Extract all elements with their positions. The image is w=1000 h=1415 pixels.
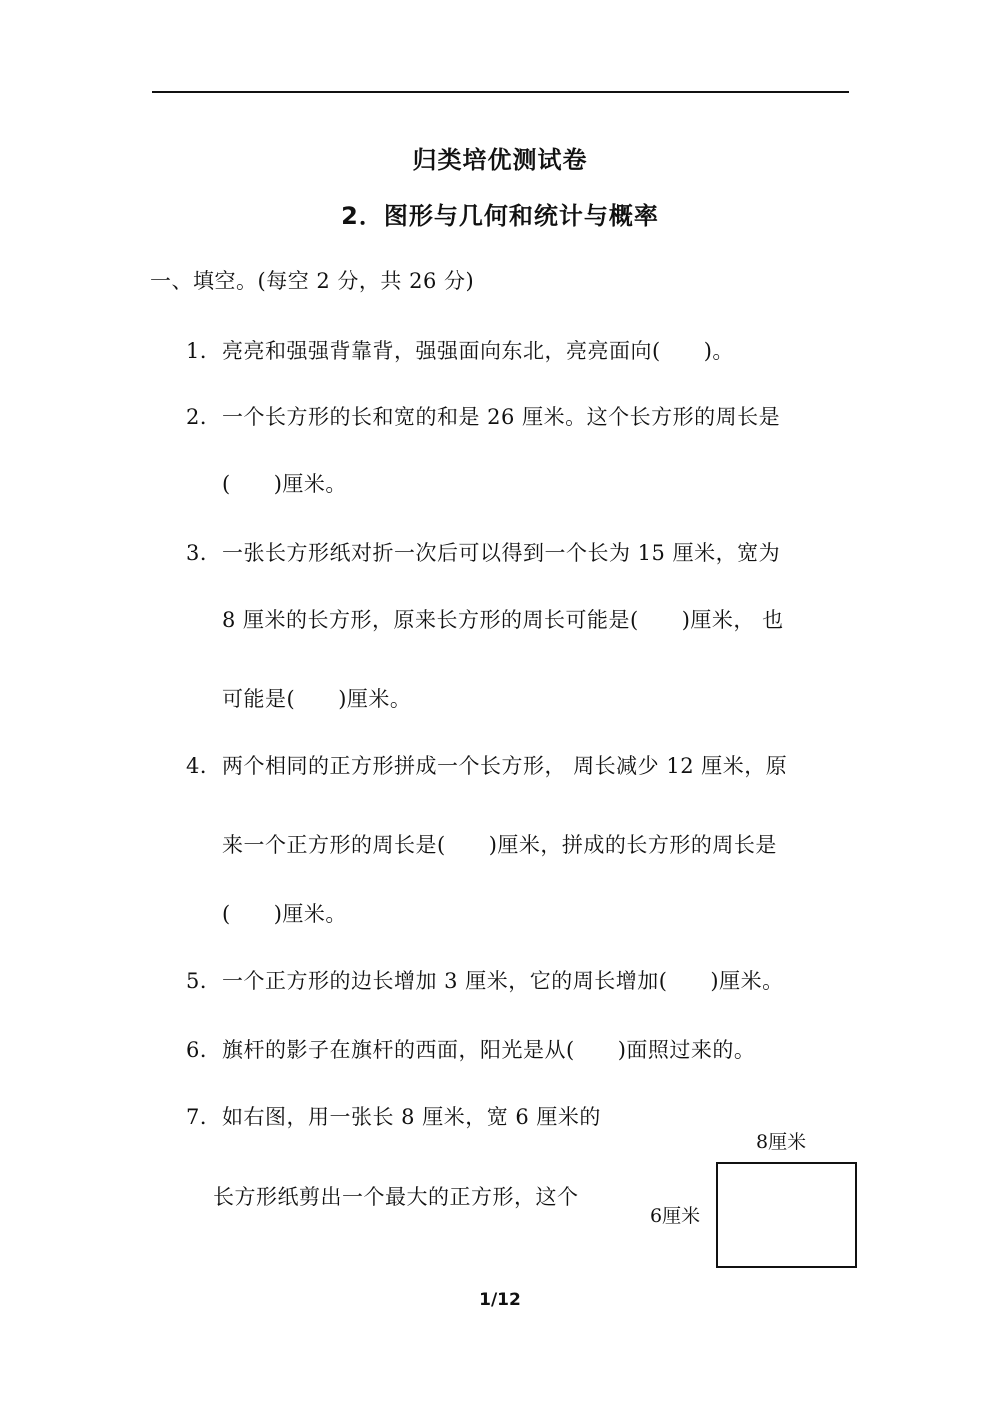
question-4-cont-1: 来一个正方形的周长是( )厘米，拼成的长方形的周长是 [222,833,777,857]
question-1 [186,335,734,365]
question-4 [186,750,787,780]
question-number: 6． [186,1038,222,1062]
question-3 [186,537,780,567]
section-heading: 一、填空。(每空 2 分，共 26 分) [150,269,475,293]
question-7-cont: 长方形纸剪出一个最大的正方形，这个 [213,1185,579,1209]
header-rule [152,91,849,93]
question-text: 一张长方形纸对折一次后可以得到一个长为 15 厘米，宽为 [222,541,781,565]
question-3-cont-2: 可能是( )厘米。 [222,687,412,711]
question-text: 亮亮和强强背靠背，强强面向东北，亮亮面向( )。 [222,339,734,363]
page-title: 归类培优测试卷 [412,146,588,174]
question-number: 5． [186,969,222,993]
page-subtitle: 2．图形与几何和统计与概率 [341,202,659,230]
question-number: 1． [186,339,222,363]
question-2-cont: ( )厘米。 [222,472,347,496]
figure-height-label: 6厘米 [650,1205,701,1227]
question-3-cont-1: 8 厘米的长方形，原来长方形的周长可能是( )厘米， 也 [222,608,784,632]
question-7 [186,1101,601,1131]
question-number: 3． [186,541,222,565]
question-text: 一个长方形的长和宽的和是 26 厘米。这个长方形的周长是 [222,405,781,429]
question-number: 2． [186,405,222,429]
rectangle-figure [716,1162,857,1268]
question-6 [186,1034,755,1064]
question-number: 7． [186,1105,222,1129]
figure-width-label: 8厘米 [756,1131,807,1153]
question-2 [186,401,780,431]
question-5 [186,965,784,995]
question-4-cont-2: ( )厘米。 [222,902,347,926]
question-number: 4． [186,754,222,778]
question-text: 一个正方形的边长增加 3 厘米，它的周长增加( )厘米。 [222,969,784,993]
question-text: 两个相同的正方形拼成一个长方形， 周长减少 12 厘米，原 [222,754,788,778]
question-text: 旗杆的影子在旗杆的西面，阳光是从( )面照过来的。 [222,1038,756,1062]
page-number: 1/12 [479,1290,521,1310]
question-text: 如右图，用一张长 8 厘米，宽 6 厘米的 [222,1105,601,1129]
